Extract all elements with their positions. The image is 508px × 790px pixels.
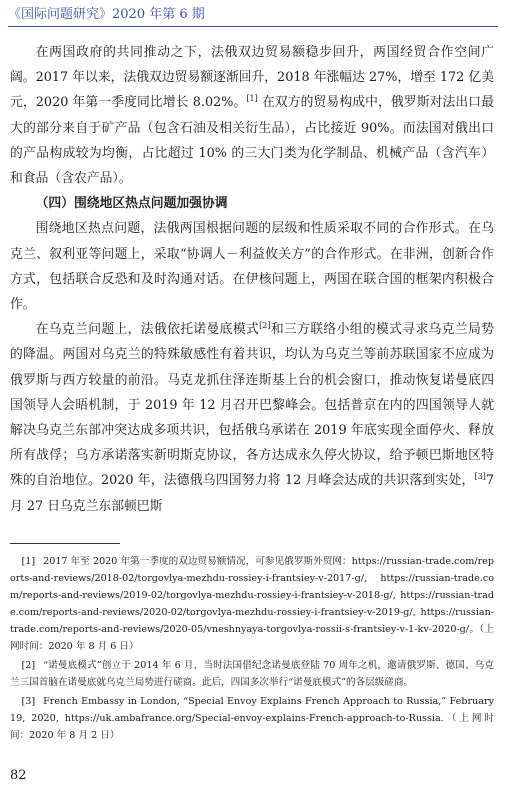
- paragraph-trade: 在两国政府的共同推动之下，法俄双边贸易额稳步回升，两国经贸合作空间广阔。2017 年以来，法俄双边贸易额逐渐回升，2018 年涨幅达 27%，增至 172 亿美元，2020 年第一季度同比增长 8.02%。[1] 在双方的贸易构成中，俄罗斯对法出口最大的部分来自于矿产品（包含石油及相关衍生品），占比接近 90%。而法国对俄出口的产品构成较为均衡，占比超过 10% 的三大门类为化学制品、机械产品（含汽车）和食品（含农产品）。: [10, 45, 494, 187]
- footnotes: [10, 553, 494, 746]
- journal-header: 《国际问题研究》2020 年第 6 期: [8, 4, 498, 27]
- footnote-item: [1] 2017 年至 2020 年第一季度的双边贸易额情况，可参见俄罗斯外贸网：https://russian-trade.com/reports-and-reviews/2018-02/torgovlya-mezhdu-rossiey-i-frantsiey-v-2017-g/, https://russian-trade.com/reports-and-reviews/2019-02/torgovlya-mezhdu-rossiey-i-frantsiey-v-2018-g/, https://russian-trade.com/reports-and-reviews/2020-02/torgovlya-mezhdu-rossiey-i-frantsiey-v-2019-g/, https://russian-trade.com/reports-and-reviews/2020-05/vneshnyaya-torgovlya-rossii-s-frantsiey-v-1-kv-2020-g/。（上网时间：2020 年 8 月 6 日）: [10, 556, 494, 652]
- footnote-item: [3] French Embassy in London, “Special Envoy Explains French Approach to Russia,” February 19, 2020, https://uk.ambafrance.org/Special-envoy-explains-French-approach-to-Russia.（上网时间：2020 年 8 月 2 日）: [10, 696, 494, 741]
- footnote-item: [2] “诺曼底模式”创立于 2014 年 6 月，当时法国借纪念诺曼底登陆 70 周年之机，邀请俄罗斯、德国、乌克兰三国首脑在诺曼底就乌克兰局势进行磋商。此后，四国多次举行“诺曼底模式”的各层级磋商。: [10, 660, 494, 688]
- paragraph-regional: 围绕地区热点问题，法俄两国根据问题的层级和性质采取不同的合作形式。在乌克兰、叙利亚等问题上，采取“协调人－利益攸关方”的合作形式。在非洲，创新合作方式，包括联合反恐和及时沟通对话。在伊核问题上，两国在联合国的框架内积极合作。: [10, 221, 494, 313]
- footnote-ref-2[interactable]: [2]: [259, 321, 271, 331]
- main-text: [10, 40, 494, 519]
- footnote-ref-1[interactable]: [1]: [246, 94, 258, 104]
- page-number: 82: [10, 768, 27, 783]
- paragraph-ukraine: 在乌克兰问题上，法俄依托诺曼底模式[2]和三方联络小组的模式寻求乌克兰局势的降温。两国对乌克兰的特殊敏感性有着共识，均认为乌克兰等前苏联国家不应成为俄罗斯与西方较量的前沿。马克龙抓住泽连斯基上台的机会窗口，推动恢复诺曼底四国领导人会晤机制，于 2019 年 12 月召开巴黎峰会。包括普京在内的四国领导人就解决乌克兰东部冲突达成多项共识，包括俄乌承诺在 2019 年底实现全面停火、释放所有战俘；乌方承诺落实新明斯克协议，各方达成永久停火协议，给予顿巴斯地区特殊的自治地位。2020 年，法德俄乌四国努力将 12 月峰会达成的共识落到实处，[3]7 月 27 日乌克兰东部顿巴斯: [10, 321, 495, 514]
- footnote-divider: [10, 543, 120, 544]
- footnote-ref-3[interactable]: [3]: [474, 472, 486, 482]
- section-title: （四）围绕地区热点问题加强协调: [35, 196, 228, 212]
